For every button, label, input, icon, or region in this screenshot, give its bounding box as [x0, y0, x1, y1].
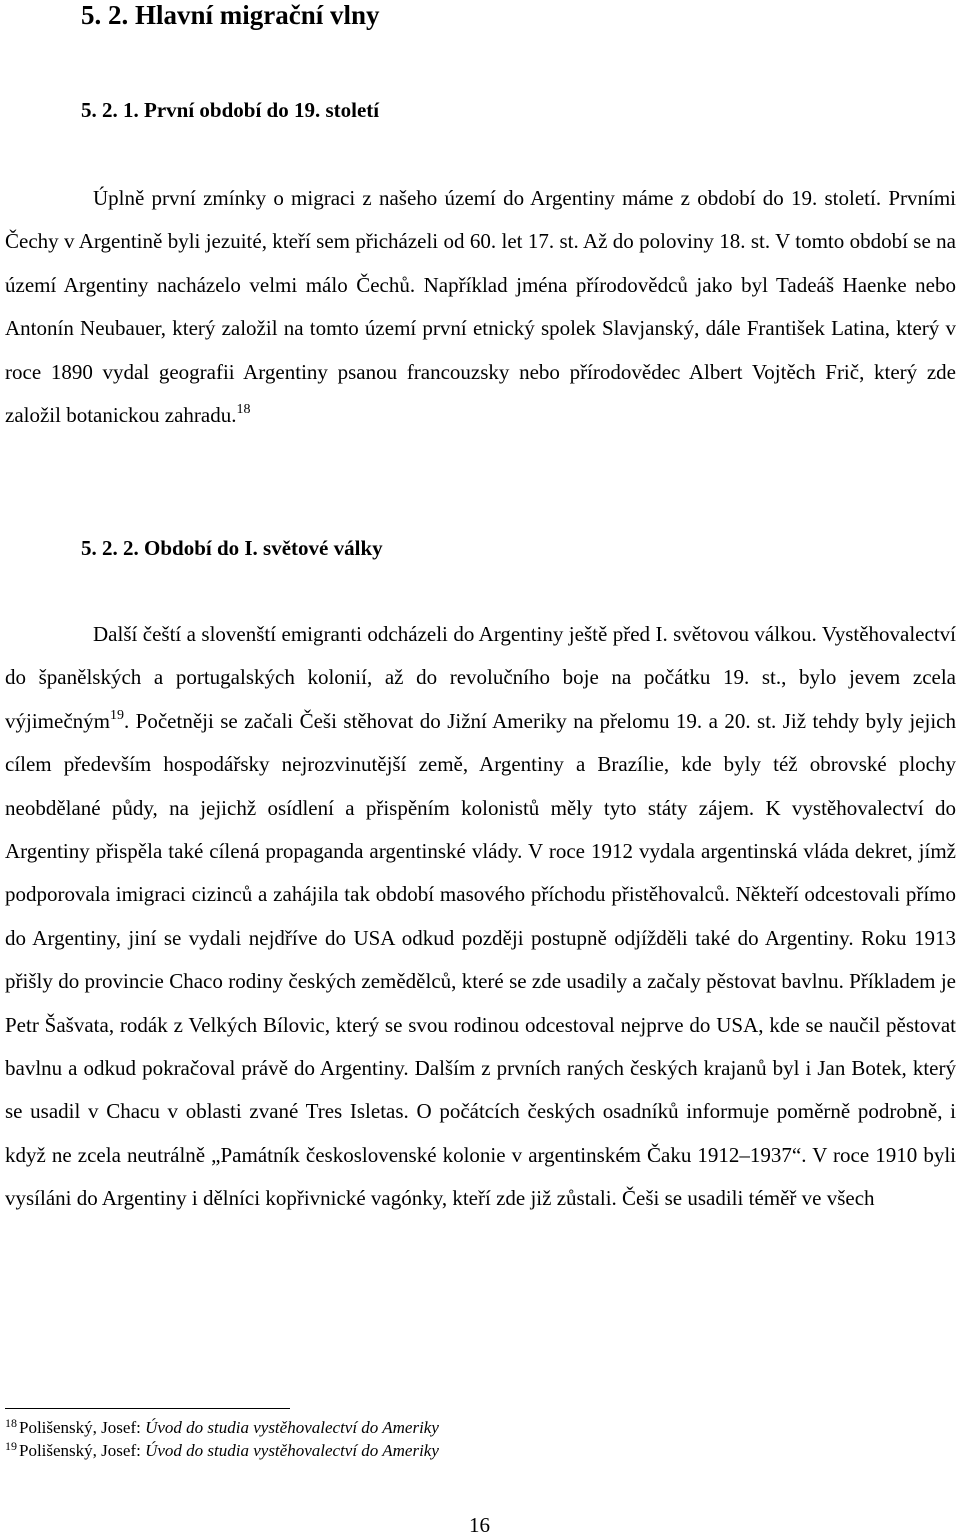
footnote-author: Polišenský, Josef: — [19, 1418, 146, 1437]
footnote-18 — [5, 1416, 956, 1439]
footnote-19 — [5, 1439, 956, 1462]
footnote-reference-19[interactable]: 19 — [109, 707, 124, 723]
footnote-author: Polišenský, Josef: — [19, 1441, 146, 1460]
footnote-reference-18[interactable]: 18 — [236, 402, 251, 418]
footnote-title: Úvod do studia vystěhovalectví do Ameriky — [145, 1418, 439, 1437]
footnote-number: 19 — [5, 1439, 17, 1453]
paragraph-text: Úplně první zmínky o migraci z našeho území do Argentiny máme z období do 19. století. Prvními Čechy v Argentině byli jezuité, kteří sem přicházeli od 60. let 17. st. Až do poloviny 18. st. V tomto období se na území Argentiny nacházelo velmi málo Čechů. Například jména přírodovědců jako byl Tadeáš Haenke nebo Antonín Neubauer, který založil na tomto území první etnický spolek Slavjanský, dále František Latina, který v roce 1890 vydal geografii Argentiny psanou francouzsky nebo přírodovědec Albert Vojtěch Frič, který zde založil botanickou zahradu. — [5, 186, 956, 428]
paragraph-text-before-footnote: Další čeští a slovenští emigranti odcházeli do Argentiny ještě před I. světovou válkou. Vystěhovalectví do španělských a portugalských kolonií, až do revolučního boje na počátku 19. st., bylo jevem zcela výjimečným — [5, 622, 956, 733]
chapter-heading: 5. 2. Hlavní migrační vlny — [81, 0, 380, 30]
paragraph-text-after-footnote: . Početněji se začali Češi stěhovat do Jižní Ameriky na přelomu 19. a 20. st. Již tehdy byly jejich cílem především hospodářsky nejrozvinutější země, Argentiny a Brazílie, kde byly též obrovské plochy neobdělané půdy, na jejichž osídlení a přispěním kolonistů měly tyto státy zájem. K vystěhovalectví do Argentiny přispěla také cílená propaganda argentinské vlády. V roce 1912 vydala argentinská vláda dekret, jímž podporovala imigraci cizinců a zahájila tak období masového příchodu přistěhovalců. Někteří odcestovali přímo do Argentiny, jiní se vydali nejdříve do USA odkud později postupně odjížděli také do Argentiny. Roku 1913 přišly do provincie Chaco rodiny českých zemědělců, které se zde usadily a začaly pěstovat bavlnu. Příkladem je Petr Šašvata, rodák z Velkých Bílovic, který se svou rodinou odcestoval nejprve do USA, kde se naučil pěstovat bavlnu a odkud pokračoval právě do Argentiny. Dalším z prvních raných českých krajanů byl i Jan Botek, který se usadil v Chacu v oblasti zvané Tres Isletas. O počátcích českých osadníků informuje poměrně podrobně, i když ne zcela neutrálně „Památník československé kolonie v argentinském Čaku 1912–1937“. V roce 1910 byli vysíláni do Argentiny i dělníci kopřivnické vagónky, kteří zde již zůstali. Češi se usadili téměř ve všech — [5, 708, 956, 1211]
page-number: 16 — [469, 1513, 490, 1537]
footnote-separator — [5, 1408, 290, 1409]
section-heading-first-period: 5. 2. 1. První období do 19. století — [81, 98, 380, 122]
footnotes — [5, 1416, 956, 1462]
section-heading-before-ww1: 5. 2. 2. Období do I. světové války — [81, 536, 383, 560]
paragraph-first-period — [5, 177, 956, 437]
footnote-number: 18 — [5, 1416, 17, 1430]
paragraph-before-ww1 — [5, 613, 956, 1221]
footnote-title: Úvod do studia vystěhovalectví do Ameriky — [145, 1441, 439, 1460]
